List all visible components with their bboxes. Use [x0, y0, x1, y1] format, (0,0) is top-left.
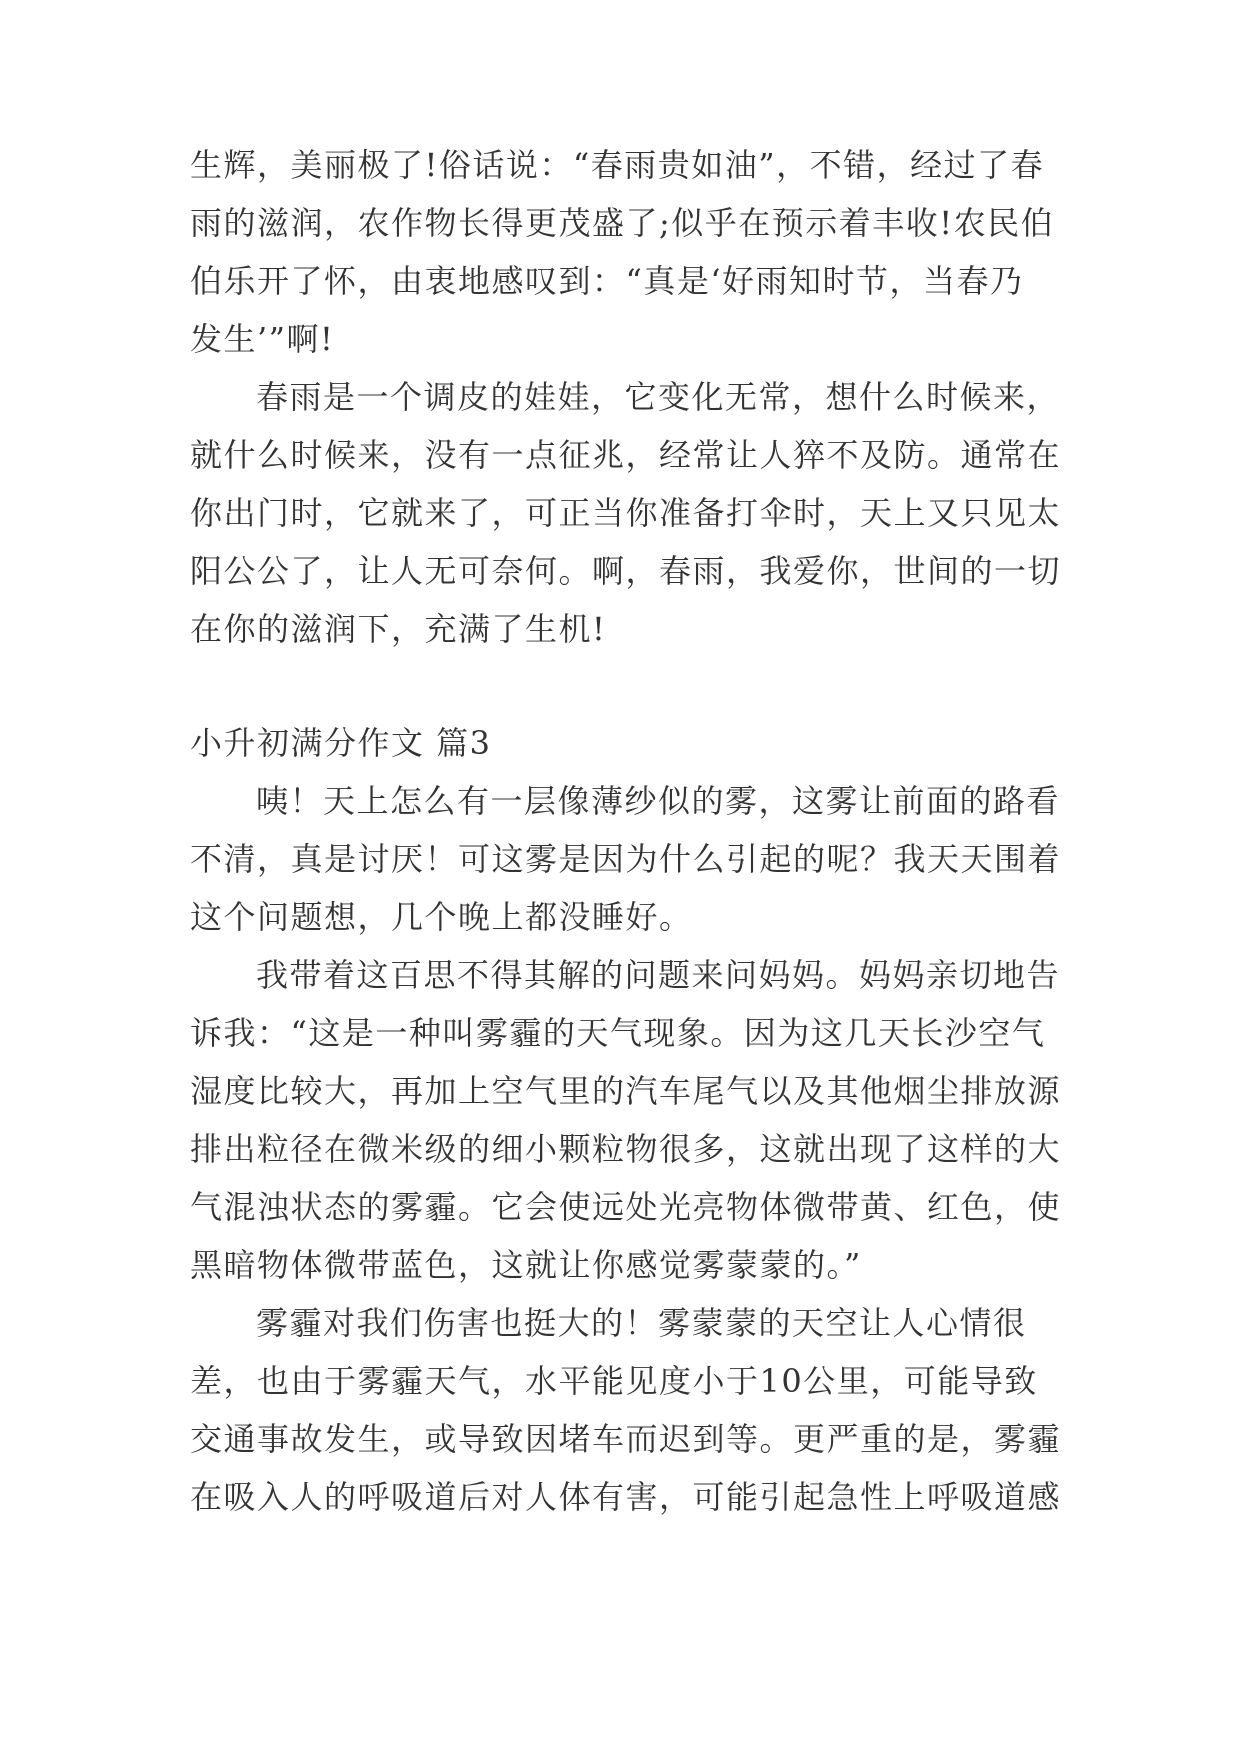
- paragraph-line: 伯乐开了怀，由衷地感叹到：“真是‘好雨知时节，当春乃: [190, 262, 1024, 300]
- paragraph-line: 气混浊状态的雾霾。它会使远处光亮物体微带黄、红色，使: [190, 1188, 1062, 1226]
- paragraph-line: 就什么时候来，没有一点征兆，经常让人猝不及防。通常在: [190, 436, 1062, 474]
- paragraph-line: 这个问题想，几个晚上都没睡好。: [190, 898, 693, 936]
- paragraph-line: 黑暗物体微带蓝色，这就让你感觉雾蒙蒙的。”: [190, 1246, 862, 1284]
- paragraph-line: 咦！天上怎么有一层像薄纱似的雾，这雾让前面的路看: [256, 782, 1061, 820]
- paragraph-line: 我带着这百思不得其解的问题来问妈妈。妈妈亲切地告: [256, 956, 1061, 994]
- paragraph-line: 春雨是一个调皮的娃娃，它变化无常，想什么时候来，: [256, 378, 1061, 416]
- paragraph-line: 发生’”啊!: [190, 320, 335, 358]
- section-heading: 小升初满分作文 篇3: [190, 724, 492, 762]
- paragraph-line: 在你的滋润下，充满了生机!: [190, 610, 607, 648]
- paragraph-line: 湿度比较大，再加上空气里的汽车尾气以及其他烟尘排放源: [190, 1072, 1062, 1110]
- paragraph-line: 差，也由于雾霾天气，水平能见度小于10公里，可能导致: [190, 1362, 1038, 1400]
- paragraph-line: 生辉，美丽极了!俗话说：“春雨贵如油”，不错，经过了春: [190, 146, 1045, 184]
- paragraph-line: 诉我：“这是一种叫雾霾的天气现象。因为这几天长沙空气: [190, 1014, 1046, 1052]
- paragraph-line: 雾霾对我们伤害也挺大的！雾蒙蒙的天空让人心情很: [256, 1304, 1027, 1342]
- paragraph-line: 阳公公了，让人无可奈何。啊，春雨，我爱你，世间的一切: [190, 552, 1062, 590]
- paragraph-line: 在吸入人的呼吸道后对人体有害，可能引起急性上呼吸道感: [190, 1478, 1062, 1516]
- paragraph-line: 你出门时，它就来了，可正当你准备打伞时，天上又只见太: [190, 494, 1062, 532]
- paragraph-line: 不清，真是讨厌！可这雾是因为什么引起的呢？我天天围着: [190, 840, 1062, 878]
- paragraph-line: 雨的滋润，农作物长得更茂盛了;似乎在预示着丰收!农民伯: [190, 204, 1055, 242]
- paragraph-line: 交通事故发生，或导致因堵车而迟到等。更严重的是，雾霾: [190, 1420, 1062, 1458]
- paragraph-line: 排出粒径在微米级的细小颗粒物很多，这就出现了这样的大: [190, 1130, 1062, 1168]
